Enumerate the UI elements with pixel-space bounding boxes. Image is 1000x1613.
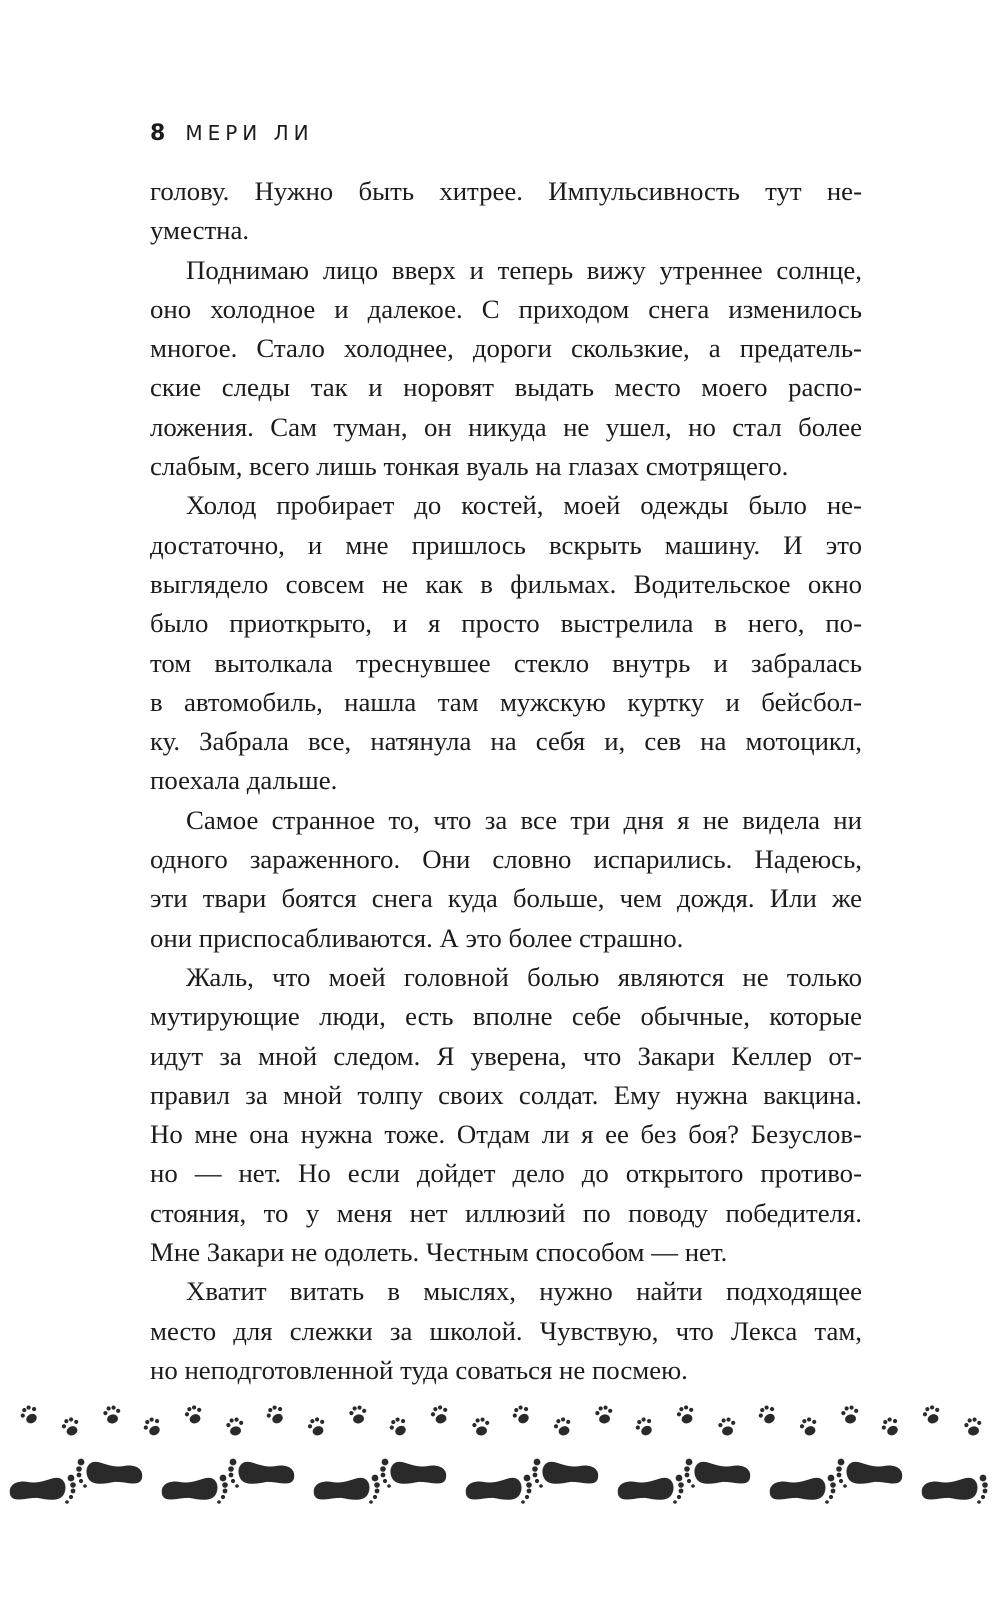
paw-print-icon <box>306 1415 328 1437</box>
paw-print-icon <box>840 1404 860 1424</box>
footprint-icon <box>76 1459 142 1488</box>
text-line: ские следы так и норовят выдать место моего распо- <box>150 372 862 403</box>
footprint-icon <box>922 1475 988 1504</box>
paw-print-icon <box>183 1403 205 1425</box>
text-line: достаточно, и мне пришлось вскрыть машину. И это <box>150 529 862 560</box>
paragraph <box>150 1272 862 1390</box>
paw-print-icon <box>633 1415 657 1439</box>
text-line: место для слежки за школой. Чувствую, что Лекса там, <box>150 1315 862 1346</box>
paw-print-icon <box>102 1404 122 1424</box>
footprint-icon <box>314 1475 380 1504</box>
paw-print-icon <box>552 1415 574 1437</box>
text-line: голову. Нужно быть хитрее. Импульсивность тут не- <box>150 176 862 206</box>
paw-print-icon <box>510 1403 534 1427</box>
text-line: но — нет. Но если дойдет дело до открытого противо- <box>150 1158 862 1189</box>
text-line: но неподготовленной туда соваться не посмею. <box>150 1354 688 1385</box>
paw-print-icon <box>429 1403 451 1425</box>
paw-print-icon <box>717 1416 737 1436</box>
footprint-icon <box>836 1459 902 1488</box>
text-line: идут за мной следом. Я уверена, что Закари Келлер от- <box>150 1040 862 1071</box>
paragraph <box>150 801 862 958</box>
paw-print-icon <box>141 1415 165 1439</box>
paragraph <box>150 486 862 800</box>
footprint-icon <box>532 1459 598 1488</box>
footprint-icon <box>770 1475 836 1504</box>
text-line: том вытолкала треснувшее стекло внутрь и забралась <box>150 647 862 678</box>
text-line: Мне Закари не одолеть. Честным способом — нет. <box>150 1237 728 1268</box>
footprint-icon <box>618 1475 684 1504</box>
footprint-icon <box>380 1459 446 1488</box>
footprint-icon <box>466 1475 532 1504</box>
text-line: правил за мной толпу своих солдат. Ему нужна вакцина. <box>150 1079 862 1110</box>
text-line: уместна. <box>150 215 250 246</box>
text-line: стояния, то у меня нет иллюзий по поводу победителя. <box>150 1197 862 1228</box>
text-line: оно холодное и далекое. С приходом снега изменилось <box>150 293 862 324</box>
body-text <box>150 172 862 1390</box>
text-line: слабым, всего лишь тонкая вуаль на глазах смотрящего. <box>150 451 789 482</box>
text-line: одного зараженного. Они словно испарились. Надеюсь, <box>150 844 862 875</box>
paw-print-icon <box>387 1415 411 1439</box>
running-head-author: МЕРИ ЛИ <box>185 121 314 145</box>
footprint-icon <box>10 1475 76 1504</box>
text-line: Но мне она нужна тоже. Отдам ли я ее без боя? Безуслов- <box>150 1119 862 1150</box>
text-line: Самое странное то, что за все три дня я не видела ни <box>186 804 862 835</box>
footprint-icon <box>228 1459 294 1488</box>
paragraph <box>150 172 862 251</box>
paw-print-icon <box>879 1415 903 1439</box>
text-line: в автомобиль, нашла там мужскую куртку и бейсбол- <box>150 686 862 717</box>
text-line: Жаль, что моей головной болью являются не только <box>186 961 862 992</box>
text-line: многое. Стало холоднее, дороги скользкие, а предатель- <box>150 333 862 364</box>
text-line: выглядело совсем не как в фильмах. Водительское окно <box>150 568 862 599</box>
paw-print-icon <box>798 1415 820 1437</box>
paw-print-icon <box>471 1416 491 1436</box>
paw-print-icon <box>18 1403 42 1427</box>
running-head <box>150 121 314 153</box>
footprint-icon <box>162 1475 228 1504</box>
text-line: мутирующие люди, есть вполне себе обычные, которые <box>150 1001 862 1032</box>
paw-print-icon <box>921 1403 943 1425</box>
text-line: поехала дальше. <box>150 765 338 796</box>
text-line: эти твари боятся снега куда больше, чем дождя. Или же <box>150 883 862 914</box>
paw-print-icon <box>348 1404 368 1424</box>
text-line: Хватит витать в мыслях, нужно найти подходящее <box>186 1276 862 1307</box>
paw-print-icon <box>264 1403 288 1427</box>
text-line: Поднимаю лицо вверх и теперь вижу утреннее солнце, <box>186 254 862 285</box>
text-line: Холод пробирает до костей, моей одежды было не- <box>186 490 862 521</box>
paw-print-icon <box>225 1416 245 1436</box>
paragraph <box>150 958 862 1272</box>
text-line: ку. Забрала все, натянула на себя и, сев на мотоцикл, <box>150 726 862 757</box>
text-line: ложения. Сам туман, он никуда не ушел, но стал более <box>150 411 862 442</box>
page-number: 8 <box>150 121 166 146</box>
footprints-ornament <box>0 1400 1000 1520</box>
paw-print-icon <box>675 1403 697 1425</box>
text-line: было приоткрыто, и я просто выстрелила в него, по- <box>150 608 862 639</box>
text-line: они приспосабливаются. А это более страшно. <box>150 922 684 953</box>
paw-print-icon <box>60 1415 82 1437</box>
paw-print-icon <box>756 1403 780 1427</box>
footprint-icon <box>684 1459 750 1488</box>
paw-print-icon <box>594 1404 614 1424</box>
paragraph <box>150 251 862 487</box>
paw-print-icon <box>963 1416 983 1436</box>
